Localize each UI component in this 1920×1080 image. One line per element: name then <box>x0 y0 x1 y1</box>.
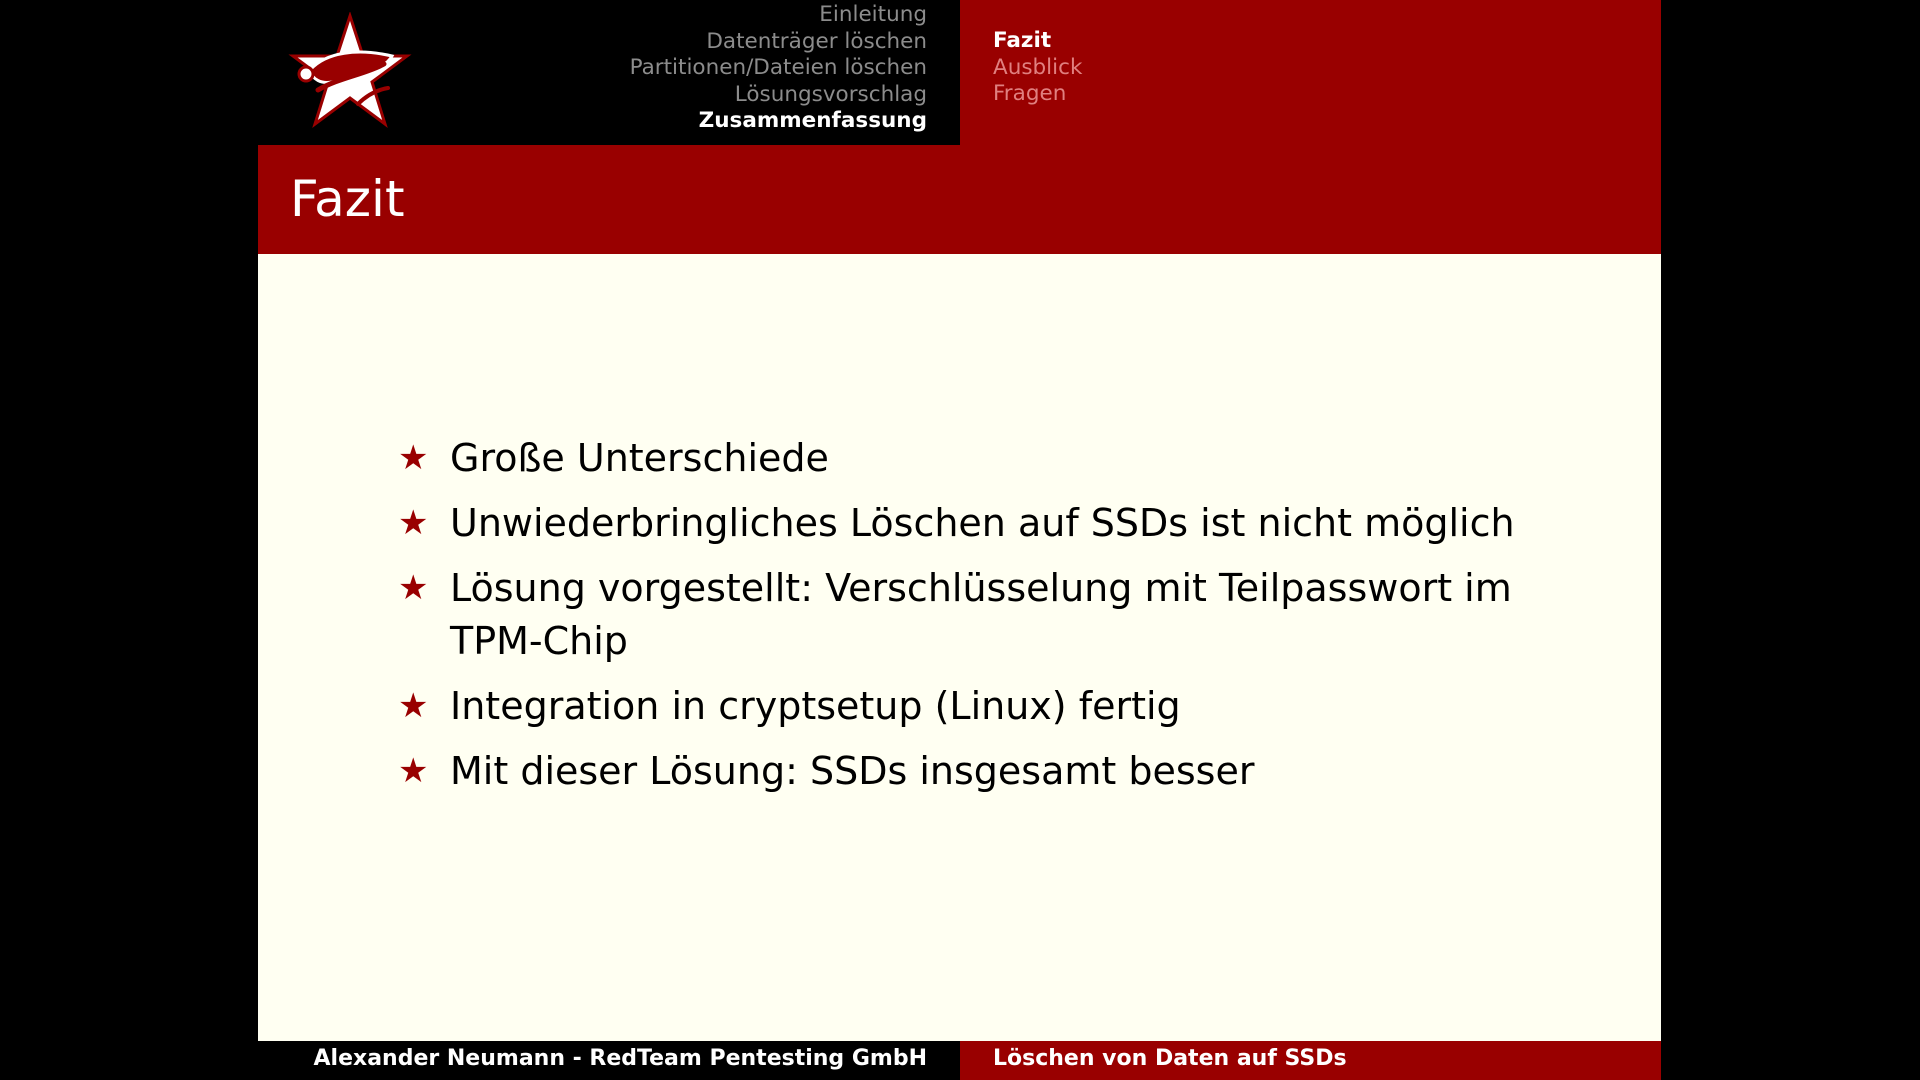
star-icon: ★ <box>398 751 429 791</box>
frame-title-bar <box>258 145 1661 254</box>
slide <box>258 0 1661 1080</box>
list-item <box>398 432 1538 485</box>
footer-title-bar <box>960 1041 1661 1080</box>
star-icon: ★ <box>398 503 429 543</box>
list-item <box>398 497 1538 550</box>
bullet-text: Mit dieser Lösung: SSDs insgesamt besser <box>450 749 1255 793</box>
nav-section-einleitung[interactable]: Einleitung <box>819 2 927 27</box>
frame-title: Fazit <box>290 170 405 228</box>
nav-subsection-ausblick[interactable]: Ausblick <box>993 54 1083 80</box>
footer-author-bar <box>258 1041 960 1080</box>
bullet-text: Lösung vorgestellt: Verschlüsselung mit Teilpasswort im TPM-Chip <box>450 566 1512 663</box>
bullet-text: Unwiederbringliches Löschen auf SSDs ist nicht möglich <box>450 501 1515 545</box>
nav-section-datentraeger-loeschen[interactable]: Datenträger löschen <box>706 28 927 54</box>
footer-author: Alexander Neumann - RedTeam Pentesting GmbH <box>313 1046 927 1071</box>
list-item <box>398 562 1538 668</box>
star-icon: ★ <box>398 438 429 478</box>
bullet-text: Große Unterschiede <box>450 436 829 480</box>
section-navigation <box>630 2 927 135</box>
red-star-logo-icon <box>288 12 412 132</box>
nav-section-zusammenfassung[interactable]: Zusammenfassung <box>698 108 927 133</box>
star-icon: ★ <box>398 686 429 726</box>
bullet-list <box>398 432 1538 810</box>
star-icon: ★ <box>398 568 429 608</box>
subsection-navigation <box>993 28 1082 108</box>
header-navigation-right <box>960 0 1661 145</box>
footer-talk-title: Löschen von Daten auf SSDs <box>993 1046 1347 1071</box>
nav-subsection-fazit[interactable]: Fazit <box>993 28 1052 53</box>
nav-subsection-fragen[interactable]: Fragen <box>993 81 1067 106</box>
header-navigation-left <box>258 0 960 145</box>
nav-section-partitionen-dateien-loeschen[interactable]: Partitionen/Dateien löschen <box>629 55 927 80</box>
list-item <box>398 680 1538 733</box>
list-item <box>398 745 1538 798</box>
nav-section-loesungsvorschlag[interactable]: Lösungsvorschlag <box>734 81 927 107</box>
bullet-text: Integration in cryptsetup (Linux) fertig <box>450 684 1181 728</box>
